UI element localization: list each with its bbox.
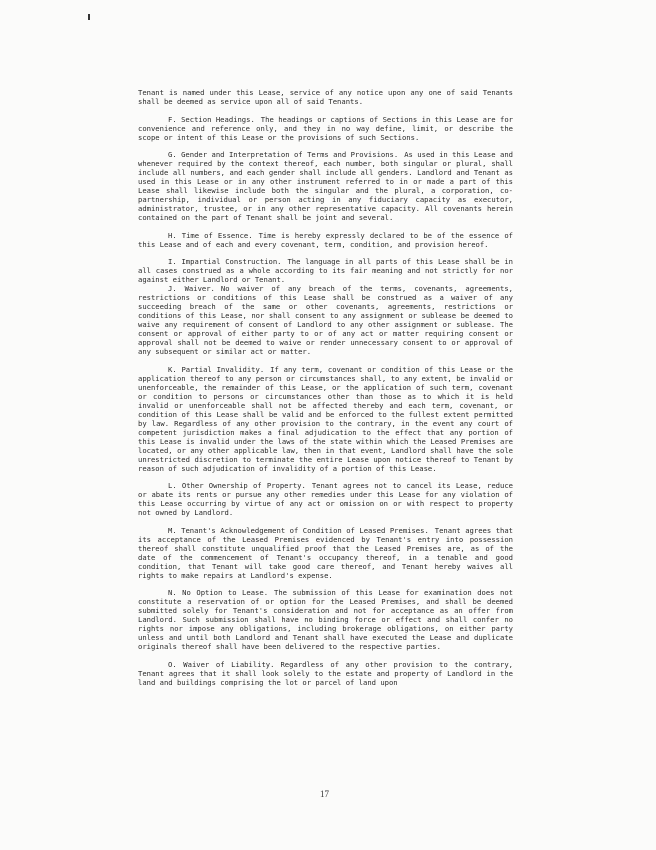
paragraph-body: Tenant agrees that its acceptance of the Leased Premises evidenced by Tenant's entry into possession thereof shall constitute unqualified proof that the Leased Premises are, as of the date of the commencement of Tenant's occupancy thereof, in a tenable and good condition, that Tenant will take good care thereof, and Tenant hereby waives all rights to make repairs at Landlord's expense. <box>138 525 513 580</box>
paragraph-tenant-acknowledgement <box>138 526 513 580</box>
paragraph-waiver-of-liability <box>138 660 513 687</box>
paragraph-heading: F. Section Headings. <box>168 114 255 124</box>
paragraph-body: Tenant agrees not to cancel its Lease, reduce or abate its rents or pursue any other remedies under this Lease for any violation of this Lease occurring by virtue of any act or omission on or with respect to property not owned by Landlord. <box>138 481 513 517</box>
page-number: 17 <box>320 789 329 799</box>
paragraph-partial-invalidity <box>138 365 513 473</box>
paragraph-body: Tenant is named under this Lease, service of any notice upon any one of said Tenants shall be deemed as service upon all of said Tenants. <box>138 88 513 106</box>
paragraph-heading: M. Tenant's Acknowledgement of Condition of Leased Premises. <box>168 525 429 535</box>
scan-mark <box>88 14 90 20</box>
paragraph-waiver <box>138 284 513 356</box>
paragraph-body: If any term, covenant or condition of this Lease or the application thereof to any person or circumstances shall, to any extent, be invalid or unenforceable, the remainder of this Lease, or the application of such term, covenant or condition to persons or circumstances other than those as to which it is held invalid or unenforceable shall not be affected thereby and each term, covenant, or condition of this Lease shall be valid and be enforced to the fullest extent permitted by law. Regardless of any other provision to the contrary, in the event any court of competent jurisdiction makes a final adjudication to the effect that any portion of this Lease is invalid under the laws of the state within which the Leased Premises are located, or any other applicable law, then in that event, Landlord shall have the sole unrestricted discretion to terminate the entire Lease upon notice thereof to Tenant by reason of such adjudication of invalidity of a portion of this Lease. <box>138 364 514 473</box>
paragraph-time-of-essence <box>138 231 513 249</box>
paragraph-heading: N. No Option to Lease. <box>168 588 269 597</box>
lease-text-body <box>138 88 513 695</box>
paragraph-body: The submission of this Lease for examination does not constitute a reservation of or option for the Leased Premises, and shall be deemed submitted solely for Tenant's consideration and not for acceptance as an offer from Landlord. Such submission shall have no binding force or effect and shall confer no rights nor impose any obligations, including brokerage obligations, on either party unless and until both Landlord and Tenant shall have executed the Lease and duplicate originals thereof shall have been delivered to the respective parties. <box>138 588 514 651</box>
paragraph-gender-interpretation <box>138 150 513 222</box>
paragraph-heading: G. Gender and Interpretation of Terms and Provisions. <box>168 150 399 159</box>
paragraph-heading: H. Time of Essence. <box>168 230 253 240</box>
paragraph-continuation <box>138 88 513 106</box>
paragraph-body: As used in this Lease and whenever required by the context thereof, each number, both singular or plural, shall include all numbers, and each gender shall include all genders. Landlord and Tenant as used in this Lease or in any other instrument referred to in or made a part of this Lease shall likewise include both the singular and the plural, a corporation, co-partnership, individual or person acting in any fiduciary capacity as executor, administrator, trustee, or in any other representative capacity. All covenants herein contained on the part of Tenant shall be joint and several. <box>138 150 513 222</box>
paragraph-body: No waiver of any breach of the terms, covenants, agreements, restrictions or conditions of this Lease shall be construed as a waiver of any succeeding breach of the same or other covenants, agreements, restrictions or conditions of this Lease, nor shall consent to any assignment or sublease be deemed to waive any requirement of consent of Landlord to any other assignment or sublease. The consent or approval of either party to or of any act or matter requiring consent or approval shall not be deemed to waive or render unnecessary consent to or approval of any subsequent or similar act or matter. <box>138 284 513 356</box>
paragraph-other-ownership <box>138 481 513 517</box>
paragraph-heading: J. Waiver. <box>168 284 215 293</box>
paragraph-body: The headings or captions of Sections in this Lease are for convenience and reference only, and they in no way define, limit, or describe the scope or intent of this Lease or the provisions of such Sections. <box>138 114 514 142</box>
paragraph-no-option <box>138 588 513 651</box>
paragraph-heading: L. Other Ownership of Property. <box>168 481 306 490</box>
paragraph-body: Regardless of any other provision to the contrary, Tenant agrees that it shall look solely to the estate and property of Landlord in the land and buildings comprising the lot or parcel of land upon <box>138 659 513 687</box>
paragraph-heading: O. Waiver of Liability. <box>168 659 275 669</box>
paragraph-body: Time is hereby expressly declared to be of the essence of this Lease and of each and every covenant, term, condition, and provision hereof. <box>138 230 514 249</box>
paragraph-heading: I. Impartial Construction. <box>168 257 282 266</box>
paragraph-body: The language in all parts of this Lease shall be in all cases construed as a whole according to its fair meaning and not strictly for nor against either Landlord or Tenant. <box>138 257 513 284</box>
paragraph-section-headings <box>138 115 513 142</box>
paragraph-heading: K. Partial Invalidity. <box>168 364 265 374</box>
paragraph-impartial-construction <box>138 257 513 284</box>
